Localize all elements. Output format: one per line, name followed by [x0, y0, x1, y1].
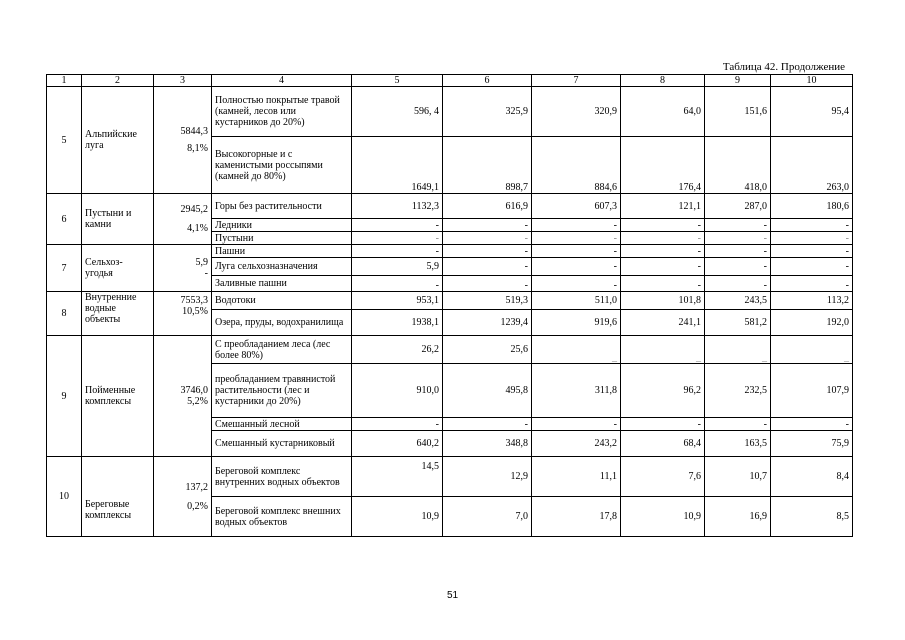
table-cell: 495,8: [443, 364, 532, 418]
table-cell: -: [621, 418, 705, 431]
table-cell: -: [771, 245, 853, 258]
row-label: Береговой комплекс внутренних водных объектов: [212, 457, 352, 497]
column-header: 6: [443, 75, 532, 87]
table-cell: 1132,3: [352, 194, 443, 219]
group-percent: 8,1%: [187, 143, 208, 154]
group-percent: 0,2%: [187, 500, 208, 512]
row-label: Луга сельхозназначения: [212, 258, 352, 276]
table-cell: -: [705, 258, 771, 276]
table-cell: 910,0: [352, 364, 443, 418]
group-total: [154, 87, 212, 194]
row-label: Полностью покрытые травой (камней, лесов или кустарников до 20%): [212, 87, 352, 137]
group-name: Береговые комплексы: [82, 457, 154, 537]
table-cell: -: [621, 232, 705, 245]
table-cell: 26,2: [352, 336, 443, 364]
table-cell: 176,4: [621, 137, 705, 194]
table-cell: 232,5: [705, 364, 771, 418]
row-label: Береговой комплекс внешних водных объектов: [212, 497, 352, 537]
table-cell: -: [352, 418, 443, 431]
table-cell: 919,6: [532, 310, 621, 336]
column-header: 10: [771, 75, 853, 87]
group-percent: 5,2%: [187, 396, 208, 407]
row-label: Пустыни: [212, 232, 352, 245]
row-label: Высокогорные и с каменистыми россыпями (камней до 80%): [212, 137, 352, 194]
table-cell: -: [705, 219, 771, 232]
table-cell: 7,6: [621, 457, 705, 497]
table-cell: -: [621, 245, 705, 258]
table-cell: -: [532, 258, 621, 276]
table-cell: 418,0: [705, 137, 771, 194]
table-cell: 10,9: [621, 497, 705, 537]
table-cell: 348,8: [443, 431, 532, 457]
column-header: 1: [47, 75, 82, 87]
table-cell: 151,6: [705, 87, 771, 137]
table-cell: -: [771, 219, 853, 232]
row-label: Водотоки: [212, 292, 352, 310]
table-row: [47, 245, 853, 258]
table-cell: 25,6: [443, 336, 532, 364]
page-number: 51: [446, 590, 459, 601]
table-cell: 263,0: [771, 137, 853, 194]
table-cell: 320,9: [532, 87, 621, 137]
table-cell: 640,2: [352, 431, 443, 457]
table-cell: -: [771, 418, 853, 431]
table-cell: 10,9: [352, 497, 443, 537]
table-cell: 68,4: [621, 431, 705, 457]
table-cell: 581,2: [705, 310, 771, 336]
row-label: Горы без растительности: [212, 194, 352, 219]
row-label: Ледники: [212, 219, 352, 232]
group-number: 6: [47, 194, 82, 245]
column-header: 7: [532, 75, 621, 87]
group-total: [154, 457, 212, 537]
data-table: [46, 74, 853, 537]
table-cell: 325,9: [443, 87, 532, 137]
group-name: Пойменные комплексы: [82, 336, 154, 457]
group-number: 9: [47, 336, 82, 457]
row-label: Смешанный лесной: [212, 418, 352, 431]
table-cell: 11,1: [532, 457, 621, 497]
table-cell: -: [705, 245, 771, 258]
table-cell: 953,1: [352, 292, 443, 310]
table-cell: -: [621, 276, 705, 292]
table-cell: 121,1: [621, 194, 705, 219]
table-cell: -: [443, 219, 532, 232]
table-cell: 1649,1: [352, 137, 443, 194]
table-cell: 113,2: [771, 292, 853, 310]
table-row: [47, 87, 853, 137]
table-row: [47, 336, 853, 364]
group-total: [154, 336, 212, 457]
table-cell: -: [443, 418, 532, 431]
group-total-value: 3746,0: [180, 385, 208, 396]
table-cell: -: [771, 276, 853, 292]
group-name: Сельхоз-угодья: [82, 245, 154, 292]
table-cell: -: [352, 219, 443, 232]
row-label: С преобладанием леса (лес более 80%): [212, 336, 352, 364]
table-cell: 8,4: [771, 457, 853, 497]
table-cell: 163,5: [705, 431, 771, 457]
table-cell: -: [532, 276, 621, 292]
table-cell: 10,7: [705, 457, 771, 497]
group-percent: 10,5%: [182, 306, 208, 317]
row-label: Пашни: [212, 245, 352, 258]
table-cell: -: [621, 219, 705, 232]
table-cell: -: [352, 245, 443, 258]
group-total-value: 7553,3: [180, 295, 208, 306]
table-cell: -: [621, 258, 705, 276]
table-cell: 180,6: [771, 194, 853, 219]
table-cell: 898,7: [443, 137, 532, 194]
group-name: Внутренние водные объекты: [82, 292, 154, 336]
group-percent: -: [204, 268, 208, 279]
table-cell: -: [352, 232, 443, 245]
table-cell: 311,8: [532, 364, 621, 418]
header-row: [47, 75, 853, 87]
table-caption: Таблица 42. Продолжение: [722, 61, 845, 73]
row-label: Озера, пруды, водохранилища: [212, 310, 352, 336]
table-cell: -: [352, 276, 443, 292]
table-cell: 101,8: [621, 292, 705, 310]
table-cell: 107,9: [771, 364, 853, 418]
row-label: преобладанием травянистой растительности (лес и кустарники до 20%): [212, 364, 352, 418]
table-cell: -: [705, 276, 771, 292]
table-cell: 243,2: [532, 431, 621, 457]
table-cell: _: [532, 336, 621, 364]
column-header: 4: [212, 75, 352, 87]
table-row: [47, 292, 853, 310]
table-cell: 596, 4: [352, 87, 443, 137]
group-total-value: 2945,2: [180, 204, 208, 215]
table-cell: 192,0: [771, 310, 853, 336]
table-cell: 616,9: [443, 194, 532, 219]
group-total: [154, 245, 212, 292]
table-cell: 75,9: [771, 431, 853, 457]
table-cell: 64,0: [621, 87, 705, 137]
table-cell: -: [532, 245, 621, 258]
table-cell: _: [705, 336, 771, 364]
table-cell: -: [443, 245, 532, 258]
group-name: Альпийские луга: [82, 87, 154, 194]
table-cell: -: [532, 219, 621, 232]
table-cell: 511,0: [532, 292, 621, 310]
column-header: 8: [621, 75, 705, 87]
group-name: Пустыни и камни: [82, 194, 154, 245]
table-row: [47, 457, 853, 497]
group-total-value: 137,2: [185, 481, 208, 493]
table-cell: 607,3: [532, 194, 621, 219]
table-cell: 5,9: [352, 258, 443, 276]
group-percent: 4,1%: [187, 223, 208, 234]
table-cell: 8,5: [771, 497, 853, 537]
row-label: Смешанный кустарниковый: [212, 431, 352, 457]
group-total: [154, 194, 212, 245]
group-total: [154, 292, 212, 336]
column-header: 3: [154, 75, 212, 87]
column-header: 9: [705, 75, 771, 87]
table-cell: -: [705, 232, 771, 245]
group-number: 5: [47, 87, 82, 194]
table-cell: 16,9: [705, 497, 771, 537]
table-cell: -: [443, 232, 532, 245]
column-header: 5: [352, 75, 443, 87]
table-cell: 519,3: [443, 292, 532, 310]
group-number: 7: [47, 245, 82, 292]
table-cell: -: [532, 232, 621, 245]
table-cell: 1938,1: [352, 310, 443, 336]
table-cell: _: [621, 336, 705, 364]
table-cell: -: [771, 232, 853, 245]
table-cell: _: [771, 336, 853, 364]
table-cell: 1239,4: [443, 310, 532, 336]
table-cell: -: [443, 258, 532, 276]
table-cell: -: [705, 418, 771, 431]
table-cell: 96,2: [621, 364, 705, 418]
table-cell: 241,1: [621, 310, 705, 336]
table-cell: -: [532, 418, 621, 431]
table-cell: -: [771, 258, 853, 276]
table-cell: 7,0: [443, 497, 532, 537]
table-cell: -: [443, 276, 532, 292]
table-cell: 884,6: [532, 137, 621, 194]
table-cell: 95,4: [771, 87, 853, 137]
row-label: Заливные пашни: [212, 276, 352, 292]
column-header: 2: [82, 75, 154, 87]
table-row: [47, 194, 853, 219]
group-number: 8: [47, 292, 82, 336]
table-cell: 12,9: [443, 457, 532, 497]
table-cell: 243,5: [705, 292, 771, 310]
group-total-value: 5,9: [195, 257, 208, 268]
table-cell: 17,8: [532, 497, 621, 537]
table-cell: 14,5: [352, 457, 443, 497]
group-total-value: 5844,3: [180, 126, 208, 137]
group-number: 10: [47, 457, 82, 537]
table-cell: 287,0: [705, 194, 771, 219]
